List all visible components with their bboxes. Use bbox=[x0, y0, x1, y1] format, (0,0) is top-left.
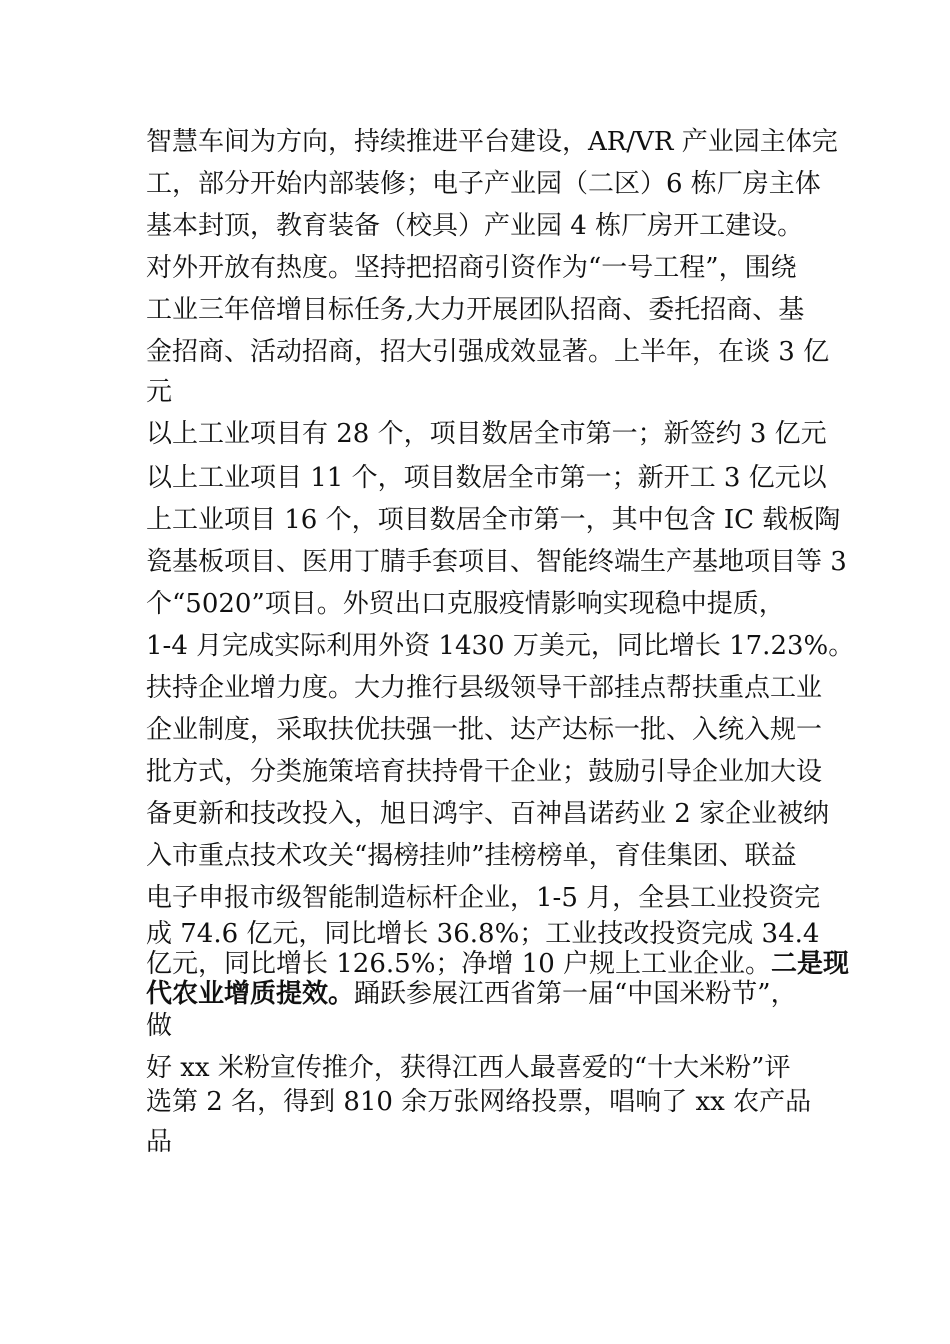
text-line: 批方式，分类施策培育扶持骨干企业；鼓励引导企业加大设 bbox=[146, 757, 823, 787]
text-line: 以上工业项目有 28 个，项目数居全市第一；新签约 3 亿元 bbox=[146, 419, 827, 449]
text-line: 品 bbox=[146, 1127, 173, 1157]
text-line-mixed bbox=[146, 950, 849, 978]
text-line: 金招商、活动招商，招大引强成效显著。上半年，在谈 3 亿 bbox=[146, 337, 830, 367]
text-line: 基本封顶，教育装备（校具）产业园 4 栋厂房开工建设。 bbox=[146, 211, 804, 241]
text-line: 工业三年倍增目标任务,大力开展团队招商、委托招商、基 bbox=[146, 295, 805, 325]
text-line: 智慧车间为方向，持续推进平台建设，AR/VR 产业园主体完 bbox=[146, 127, 838, 157]
text-line: 备更新和技改投入，旭日鸿宇、百神昌诺药业 2 家企业被纳 bbox=[146, 799, 830, 829]
text-line: 上工业项目 16 个，项目数居全市第一，其中包含 IC 载板陶 bbox=[146, 505, 841, 535]
text-line: 个“5020”项目。外贸出口克服疫情影响实现稳中提质， bbox=[146, 589, 785, 619]
text-line: 企业制度，采取扶优扶强一批、达产达标一批、入统入规一 bbox=[146, 715, 823, 745]
text-line: 以上工业项目 11 个，项目数居全市第一；新开工 3 亿元以 bbox=[146, 463, 827, 493]
text-line-mixed bbox=[146, 980, 797, 1008]
text-line: 扶持企业增力度。大力推行县级领导干部挂点帮扶重点工业 bbox=[146, 673, 823, 703]
text-line: 对外开放有热度。坚持把招商引资作为“一号工程”，围绕 bbox=[146, 253, 797, 283]
text-line: 入市重点技术攻关“揭榜挂帅”挂榜榜单，育佳集团、联益 bbox=[146, 841, 797, 871]
text-line: 做 bbox=[146, 1011, 173, 1041]
text-line: 好 xx 米粉宣传推介，获得江西人最喜爱的“十大米粉”评 bbox=[146, 1053, 791, 1083]
text-run: 踊跃参展江西省第一届“中国米粉节”， bbox=[354, 979, 797, 1009]
text-line: 选第 2 名，得到 810 余万张网络投票，唱响了 xx 农产品 bbox=[146, 1087, 812, 1117]
section-heading-run: 代农业增质提效。 bbox=[146, 979, 355, 1009]
text-line: 工，部分开始内部装修；电子产业园（二区）6 栋厂房主体 bbox=[146, 169, 821, 199]
text-line: 电子申报市级智能制造标杆企业，1-5 月，全县工业投资完 bbox=[146, 883, 821, 913]
text-line: 瓷基板项目、医用丁腈手套项目、智能终端生产基地项目等 3 bbox=[146, 547, 847, 577]
text-run: 亿元，同比增长 126.5%；净增 10 户规上工业企业。 bbox=[146, 949, 772, 979]
text-line: 元 bbox=[146, 377, 173, 407]
text-line: 成 74.6 亿元，同比增长 36.8%；工业技改投资完成 34.4 bbox=[146, 919, 820, 949]
text-line: 1-4 月完成实际利用外资 1430 万美元，同比增长 17.23%。 bbox=[146, 631, 855, 661]
section-heading-run: 二是现 bbox=[771, 949, 850, 979]
